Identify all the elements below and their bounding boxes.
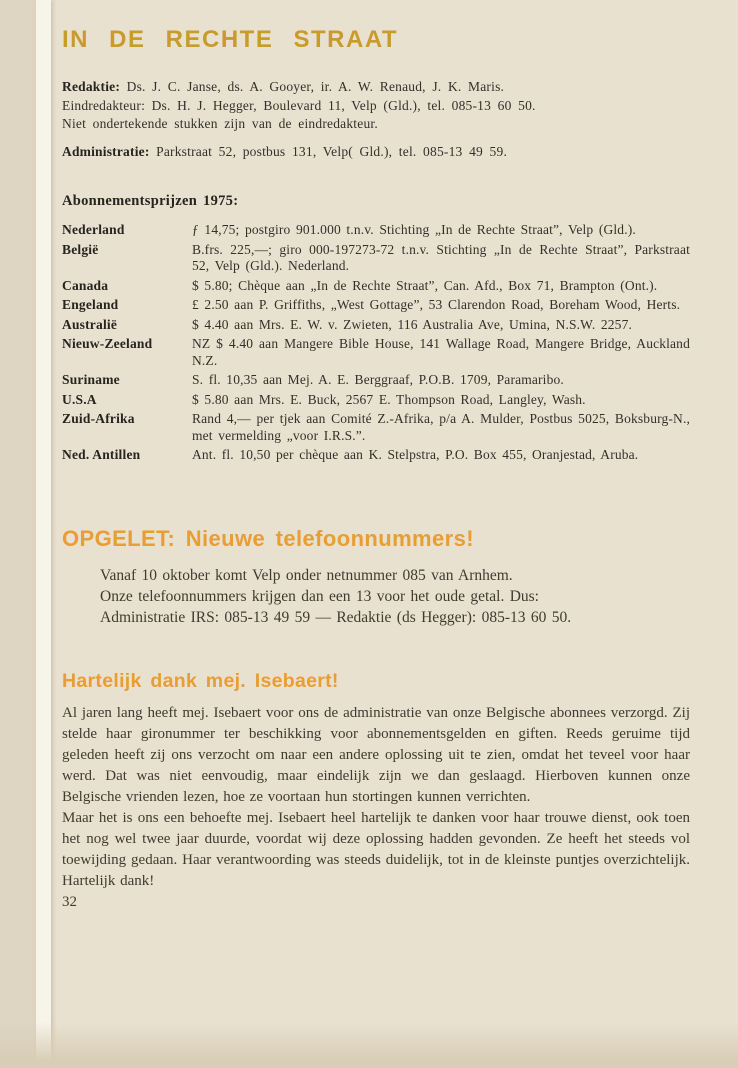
notice-heading: OPGELET: Nieuwe telefoonnummers! <box>62 525 474 551</box>
country-label: Engeland <box>62 297 119 312</box>
country-label: België <box>62 241 99 257</box>
country-label: Nieuw-Zeeland <box>62 336 153 351</box>
country-label: Ned. Antillen <box>62 447 141 462</box>
table-row <box>62 336 690 369</box>
masthead-note-line: Niet ondertekende stukken zijn van de eindredakteur. <box>62 116 378 131</box>
redaktie-line <box>62 78 690 97</box>
table-row <box>62 278 690 295</box>
redaktie-text: Ds. J. C. Janse, ds. A. Gooyer, ir. A. W. Renaud, J. K. Maris. <box>126 79 505 94</box>
price-details: $ 5.80; Chèque aan „In de Rechte Straat”, Can. Afd., Box 71, Brampton (Ont.). <box>192 277 658 293</box>
country-label: Australië <box>62 316 118 332</box>
price-details: ƒ 14,75; postgiro 901.000 t.n.v. Stichting „In de Rechte Straat”, Velp (Gld.). <box>192 222 636 237</box>
thanks-heading: Hartelijk dank mej. Isebaert! <box>62 669 339 692</box>
price-details: $ 5.80 aan Mrs. E. Buck, 2567 E. Thompson Road, Langley, Wash. <box>192 391 586 407</box>
country-label: U.S.A <box>62 391 97 407</box>
thanks-paragraph: Maar het is ons een behoefte mej. Isebaert heel hartelijk te danken voor haar trouwe dienst, ook toen het nog wel twee jaar duurde, voordat wij deze oplossing hadden gevonden. Ze heeft het steeds vol toewijding gedaan. Haar verantwoording was steeds duidelijk, tot in de kleinste puntjes overzichtelijk. Hartelijk dank! <box>62 809 690 889</box>
thanks-section <box>62 670 690 892</box>
price-details: S. fl. 10,35 aan Mej. A. E. Berggraaf, P.O.B. 1709, Paramaribo. <box>192 372 564 387</box>
table-row <box>62 411 690 444</box>
administratie-label: Administratie: <box>62 143 150 159</box>
country-label: Canada <box>62 277 109 293</box>
redaktie-label: Redaktie: <box>62 79 121 94</box>
price-details: NZ $ 4.40 aan Mangere Bible House, 141 Wallage Road, Mangere Bridge, Auckland N.Z. <box>192 336 690 368</box>
page-title: IN DE RECHTE STRAAT <box>62 26 399 53</box>
table-row <box>62 317 690 334</box>
page-gutter-strip <box>36 0 51 1068</box>
country-label: Zuid-Afrika <box>62 411 135 426</box>
notice-line: Vanaf 10 oktober komt Velp onder netnummer 085 van Arnhem. <box>100 566 513 584</box>
page-bottom-shadow <box>0 1022 738 1068</box>
price-details: Ant. fl. 10,50 per chèque aan K. Stelpstra, P.O. Box 455, Oranjestad, Aruba. <box>192 447 639 462</box>
country-label: Suriname <box>62 372 120 387</box>
eindredakteur-line: Eindredakteur: Ds. H. J. Hegger, Boulevard 11, Velp (Gld.), tel. 085-13 60 50. <box>62 97 536 113</box>
notice-line: Administratie IRS: 085-13 49 59 — Redaktie (ds Hegger): 085-13 60 50. <box>100 608 572 626</box>
table-row <box>62 222 690 239</box>
table-row <box>62 297 690 314</box>
page-number: 32 <box>62 893 77 910</box>
country-label: Nederland <box>62 222 125 237</box>
notice-line: Onze telefoonnummers krijgen dan een 13 voor het oude getal. Dus: <box>100 587 539 605</box>
thanks-paragraph: Al jaren lang heeft mej. Isebaert voor ons de administratie van onze Belgische abonnees verzorgd. Zij stelde haar gironummer ter beschikking voor abonnementsgelden en giften. Reeds geruime tijd geleden heeft zij ons verzocht om naar een andere oplossing uit te zien, omdat het teveel voor haar werd. Dat was niet eenvoudig, maar eindelijk zijn we dan geslaagd. Hierboven kunnen onze Belgische vrienden lezen, hoe ze voortaan hun stortingen kunnen verrichten. <box>62 704 690 805</box>
price-details: B.frs. 225,—; giro 000-197273-72 t.n.v. Stichting „In de Rechte Straat”, Parkstraat 52, Velp (Gld.). Nederland. <box>192 241 690 273</box>
administratie-text: Parkstraat 52, postbus 131, Velp( Gld.), tel. 085-13 49 59. <box>156 143 508 159</box>
price-details: £ 2.50 aan P. Griffiths, „West Gottage”, 53 Clarendon Road, Boreham Wood, Herts. <box>192 297 681 312</box>
subscription-prices-heading: Abonnementsprijzen 1975: <box>62 193 239 209</box>
phone-numbers-notice-section <box>62 526 690 628</box>
price-details: Rand 4,— per tjek aan Comité Z.-Afrika, p/a A. Mulder, Postbus 5025, Boksburg-N., met vermelding „voor I.R.S.”. <box>192 411 690 443</box>
page-gutter-edge <box>0 0 36 1068</box>
table-row <box>62 392 690 409</box>
administratie-line <box>62 143 690 162</box>
subscription-prices-section <box>62 193 690 464</box>
table-row <box>62 372 690 389</box>
page-content <box>62 0 690 911</box>
price-details: $ 4.40 aan Mrs. E. W. v. Zwieten, 116 Australia Ave, Umina, N.S.W. 2257. <box>192 316 633 332</box>
table-row <box>62 447 690 464</box>
masthead <box>62 78 690 161</box>
table-row <box>62 242 690 275</box>
